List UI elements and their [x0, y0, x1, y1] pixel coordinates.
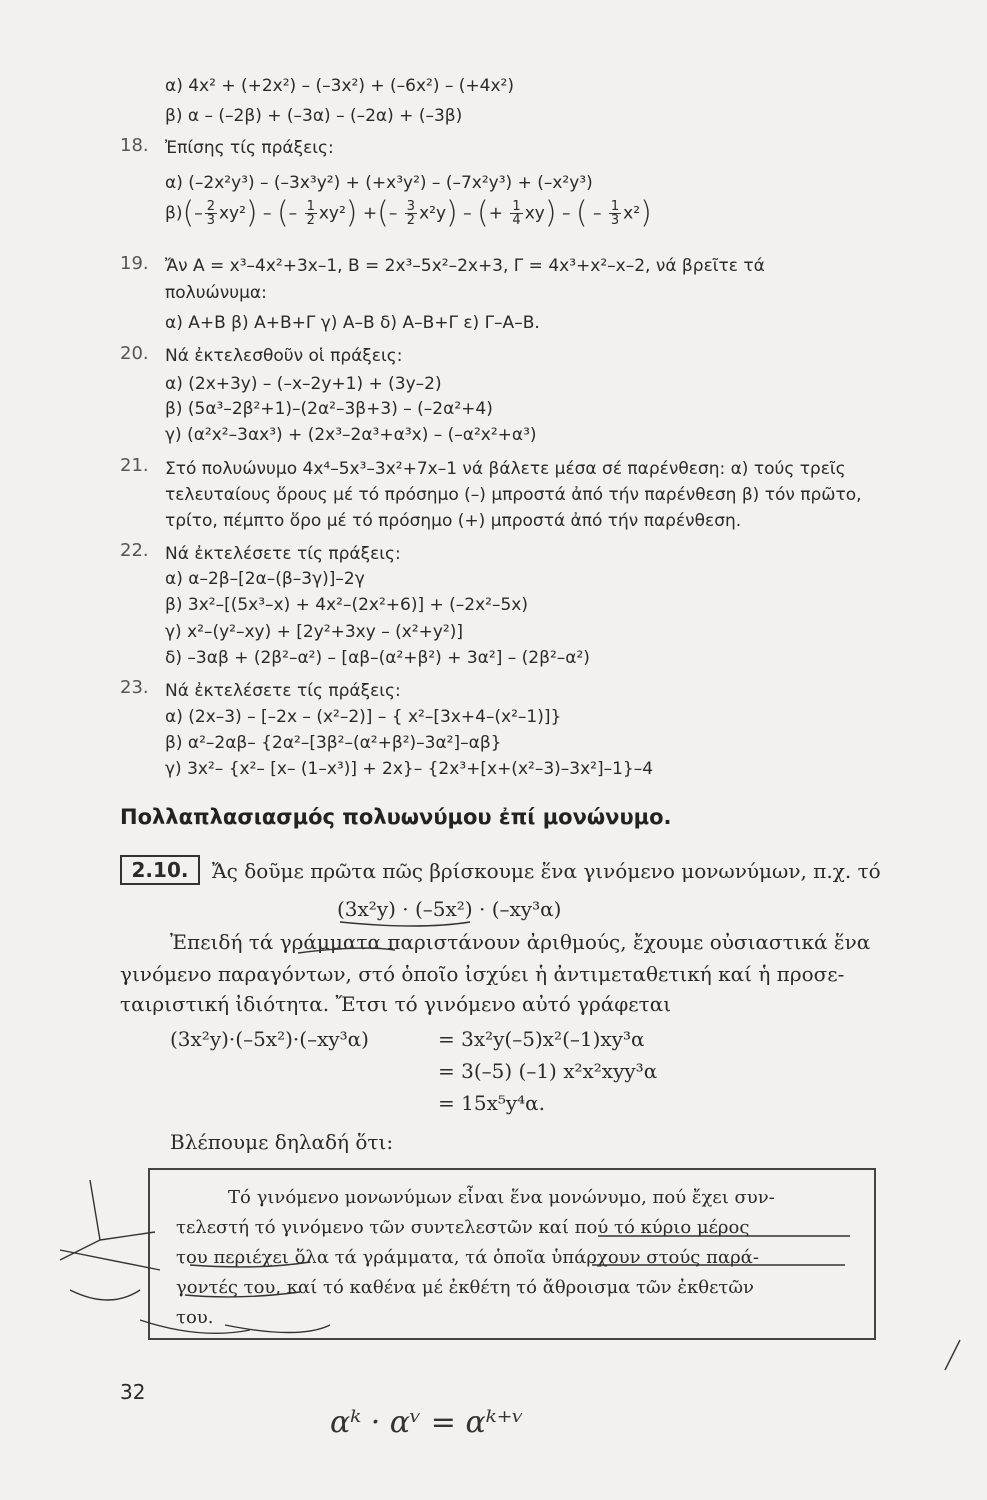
ex18-number: 18. — [120, 135, 149, 156]
ex20-c: γ) (α²x²–3αx³) + (2x³–2α³+α³x) – (–α²x²+α³) — [165, 425, 537, 445]
ex21-line2: τελευταίους ὅρους μέ τό πρόσημο (–) μπροστά ἀπό τήν παρένθεση β) τόν πρῶτο, — [165, 485, 862, 505]
ex20-b: β) (5α³–2β²+1)–(2α²–3β+3) – (–2α²+4) — [165, 399, 493, 419]
margin-stroke — [945, 1340, 960, 1370]
page-number: 32 — [120, 1380, 146, 1404]
ex20-number: 20. — [120, 343, 149, 364]
ex18-b: β)(– $\frac{2}{3}$ xy²) – (– $\frac{1}{2}$ xy²) +(– $\frac{3}{2}$ x²y) – (+ $\frac{1}{4}$ xy) – ( – $\frac{1}{3}$ x²) — [165, 195, 652, 231]
equation-step1: = 3x²y(–5)x²(–1)xy³α — [438, 1027, 645, 1051]
underline-rule-b — [190, 1262, 310, 1267]
underline-rule-d — [185, 1292, 300, 1297]
checkmark-scribble — [60, 1180, 250, 1333]
para-line3: ταιριστική ἰδιότητα. Ἔτσι τό γινόμενο αὐτό γράφεται — [120, 992, 672, 1016]
rule-line3: του περιέχει ὅλα τά γράμματα, τά ὁποῖα ὑπάρχουν στούς παρά- — [176, 1247, 759, 1268]
equation-step2: = 3(–5) (–1) x²x²xyy³α — [438, 1059, 658, 1083]
ex21-line3: τρίτο, πέμπτο ὅρο μέ τό πρόσημο (+) μπροστά ἀπό τήν παρένθεση. — [165, 511, 742, 531]
equation-lhs: (3x²y)·(–5x²)·(–xy³α) — [170, 1027, 369, 1051]
ex22-d: δ) –3αβ + (2β²–α²) – [αβ–(α²+β²) + 3α²] – (2β²–α²) — [165, 648, 590, 668]
ex21-line1: Στό πολυώνυμο 4x⁴–5x³–3x²+7x–1 νά βάλετε μέσα σέ παρένθεση: α) τούς τρεῖς — [165, 459, 846, 479]
ex18-a: α) (–2x²y³) – (–3x³y²) + (+x³y²) – (–7x²y³) + (–x²y³) — [165, 173, 593, 193]
ex18-b-label: β) — [165, 203, 183, 224]
underline-example — [340, 922, 470, 926]
section-number-box: 2.10. — [120, 855, 200, 885]
rule-line5: του. — [176, 1307, 214, 1328]
ex19-line2: πολυώνυμα: — [165, 283, 267, 303]
handwritten-note: αᵏ · αᵛ = αᵏ⁺ᵛ — [330, 1405, 524, 1440]
conclusion-lead: Βλέπουμε δηλαδή ὅτι: — [170, 1130, 394, 1154]
ex22-number: 22. — [120, 540, 149, 561]
ex22-b: β) 3x²–[(5x³–x) + 4x²–(2x²+6)] + (–2x²–5x) — [165, 595, 529, 615]
ex17-a: α) 4x² + (+2x²) – (–3x²) + (–6x²) – (+4x²) — [165, 76, 514, 96]
ex19-line1: Ἄν A = x³–4x²+3x–1, B = 2x³–5x²–2x+3, Γ = 4x³+x²–x–2, νά βρεῖτε τά — [165, 256, 765, 276]
rule-line4: γοντές του, καί τό καθένα μέ ἐκθέτη τό ἄθροισμα τῶν ἐκθετῶν — [176, 1277, 754, 1298]
ex20-a: α) (2x+3y) – (–x–2y+1) + (3y–2) — [165, 374, 442, 394]
ex22-c: γ) x²–(y²–xy) + [2y²+3xy – (x²+y²)] — [165, 622, 463, 642]
ex17-b: β) α – (–2β) + (–3α) – (–2α) + (–3β) — [165, 106, 463, 126]
para-line1: Ἐπειδή τά γράμματα παριστάνουν ἀριθμούς, ἔχουμε οὐσιαστικά ἕνα — [170, 930, 871, 954]
ex23-intro: Νά ἐκτελέσετε τίς πράξεις: — [165, 681, 401, 701]
ex19-line3: α) A+B β) A+B+Γ γ) A–B δ) A–B+Γ ε) Γ–A–B. — [165, 313, 540, 333]
rule-line2: τελεστή τό γινόμενο τῶν συντελεστῶν καί πού τό κύριο μέρος — [176, 1217, 750, 1238]
equation-step3: = 15x⁵y⁴α. — [438, 1091, 546, 1115]
ex22-intro: Νά ἐκτελέσετε τίς πράξεις: — [165, 544, 401, 564]
ex23-c: γ) 3x²– {x²– [x– (1–x³)] + 2x}– {2x³+[x+(x²–3)–3x²]–1}–4 — [165, 759, 654, 779]
ex20-intro: Νά ἐκτελεσθοῦν οἱ πράξεις: — [165, 346, 403, 366]
section-intro: Ἄς δοῦμε πρῶτα πῶς βρίσκουμε ἕνα γινόμενο μονωνύμων, π.χ. τό — [212, 859, 881, 883]
section-heading: Πολλαπλασιασμός πολυωνύμου ἐπί μονώνυμο. — [120, 805, 672, 829]
underline-grammata — [298, 948, 395, 953]
rule-line1: Τό γινόμενο μονωνύμων εἶναι ἕνα μονώνυμο, πού ἔχει συν- — [228, 1187, 775, 1208]
para-line2: γινόμενο παραγόντων, στό ὁποῖο ἰσχύει ἡ ἀντιμεταθετική καί ἡ προσε- — [120, 962, 845, 986]
ex23-number: 23. — [120, 677, 149, 698]
ex22-a: α) α–2β–[2α–(β–3γ)]–2γ — [165, 569, 365, 589]
ex23-a: α) (2x–3) – [–2x – (x²–2)] – { x²–[3x+4–(x²–1)]} — [165, 707, 562, 727]
ex21-number: 21. — [120, 455, 149, 476]
ex23-b: β) α²–2αβ– {2α²–[3β²–(α²+β²)–3α²]–αβ} — [165, 733, 502, 753]
example-product: (3x²y) · (–5x²) · (–xy³α) — [337, 897, 562, 921]
ex18-intro: Ἐπίσης τίς πράξεις: — [165, 138, 334, 158]
ex19-number: 19. — [120, 253, 149, 274]
